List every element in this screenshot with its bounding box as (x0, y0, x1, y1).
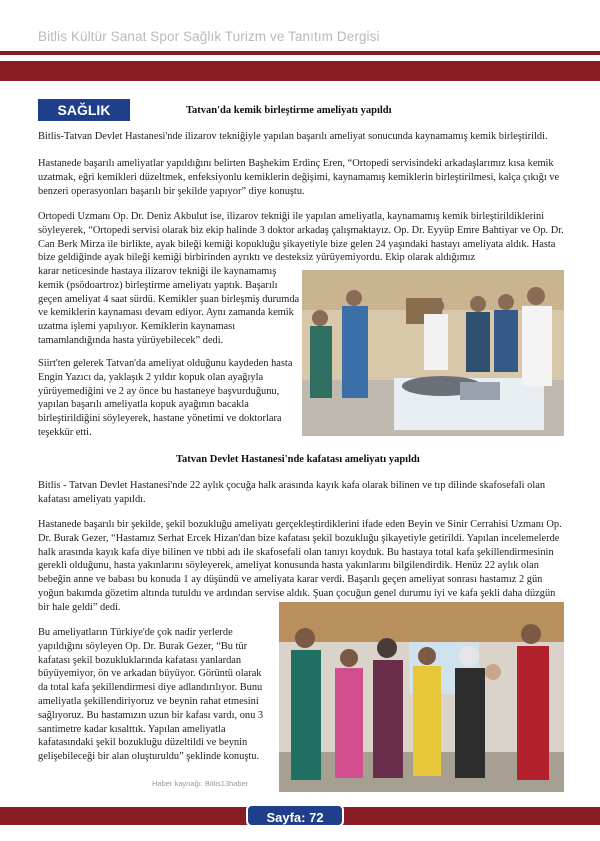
article2-paragraph-2: Hastanede başarılı bir şekilde, şekil bozukluğu ameliyatı gerçekleştirdiklerini ifade eden Beyin ve Sinir Cerrahisi Uzmanı Op. Dr. Burak Gezer, “Hastamız Serhat Ercek Hizan'dan bize kafatası şekil bozukluğu şikayetiyle getirildi. Yapılan incelemelerde halk arasında kayık kafa diye bilinen ve tıbbi adı ile skafosefali olan tanıyı koyduk. Bu hastaya total kafa şekillendirmesinin gerekli olduğunu, hasta yakınlarını söyleyerek, ameliyat konusunda hasta yakınlarını bilgilendirdik. Henüz 22 aylık olan bebeğin anne ve babası bu konuda 1 ay düşündü ve ameliyata karar verdi. Başarılı geçen ameliyat sonrası hastamız 2 gün yoğun bakımda gözetim altında tutuldu ve ardından servise aldık. Şuan çocuğun genel durumu iyi ve kafa şekli daha düzgün bir hale geldi” dedi. (38, 519, 562, 613)
magazine-title: Bitlis Kültür Sanat Spor Sağlık Turizm ve Tanıtım Dergisi (38, 29, 380, 44)
page-number-badge: Sayfa: 72 (246, 804, 344, 827)
news-source: Haber kaynağı: Bitlis13haber (152, 779, 249, 788)
article1-paragraph-2: Hastanede başarılı ameliyatlar yapıldığını belirten Başhekim Erdinç Eren, “Ortopedi servisindeki arkadaşlarımız kısa kemik uzatmak, eğri kemikleri düzeltmek, enfeksiyonlu kemiklerin değişimi, kaynamamış kemiklerin birleştirilmesi, kalça çıkığı ve benzeri operasyonları başarılı bir şekilde yapıyor” diye konuştu. (38, 158, 560, 197)
article2-paragraph-3: Bu ameliyatların Türkiye'de çok nadir yerlerde yapıldığını söyleyen Op. Dr. Burak Gezer, “Bu tür kafatası şekil bozukluklarında kafatası yanlardan büyüyemiyor, ön ve arkadan büyüyor. Görüntü olarak da total kafa şekillendirmesi diye adlandırılıyor. Bunu ameliyatla şekillendiriyoruz ve beynin rahat etmesini sağlıyoruz. Bu hastamızın uzun bir kafası vardı, onu 3 santimetre kadar kısalttık. Yapılan ameliyatla kafatasındaki şekil bozukluğu düzeltildi ve beynin gelişebileceği bir alan oluşturuldu” şeklinde konuştu. (38, 627, 264, 763)
section-label: SAĞLIK (38, 99, 130, 121)
article1-paragraph-3: Ortopedi Uzmanı Op. Dr. Deniz Akbulut ise, ilizarov tekniği ile yapılan ameliyatla, kaynamamış kemik birleştirildiklerini söyleyerek, “Ortopedi servisi olarak biz ekip halinde 3 doktor arkadaş çalışmaktayız. Op. Dr. Eyyüp Emre Bahtiyar ve Op. Dr. Can Berk Mirza ile birlikte, ayak bileği kemiği kopukluğu şikayetiyle bize gelen 24 yaşındaki hastayı ameliyata aldık. Hasta bize geldiğinde ayak bileği kemiği birbirinden ayrıktı ve desteksiz yürüyemiyordu. Ekip olarak aldığımız (38, 211, 564, 264)
header-band-thick (0, 61, 600, 81)
article2-paragraph-1: Bitlis - Tatvan Devlet Hastanesi'nde 22 aylık çocuğa halk arasında kayık kafa olarak bilinen ve tıp dilinde skafosefali olan kafatası ameliyatı yapıldı. (38, 480, 546, 505)
article1-paragraph-1: Bitlis-Tatvan Devlet Hastanesi'nde ilizarov tekniğiyle yapılan başarılı ameliyat sonucunda kaynamamış kemik birleştirildi. (38, 131, 548, 142)
article2-title: Tatvan Devlet Hastanesi'nde kafatası ameliyatı yapıldı (176, 454, 420, 465)
article1-paragraph-4: Siirt'ten gelerek Tatvan'da ameliyat olduğunu kaydeden hasta Engin Yazıcı da, yaklaşık 2 yıldır kopuk olan ayağıyla yürüyemediğini ve 2 ay önce bu hastaneye başvurduğunu, yapılan başarılı ameliyatla kopuk ayağının bacakla birleştirildiğini söyleyerek, hastane yönetimi ve doktorlara teşekkür etti. (38, 358, 293, 438)
article1-title: Tatvan'da kemik birleştirme ameliyatı yapıldı (186, 105, 392, 116)
article1-paragraph-3-continued: karar neticesinde hastaya ilizarov tekniği ile kaynamamış kemik (psödoartroz) birleştirme ameliyatı yaptık. Başarılı geçen ameliyat 4 saat sürdü. Kemikler şuan birleşmiş durumda ve kemiklerin kaynaması devam ediyor. Aynı zamanda kemik uzatma işlemi yapılıyor. Kemiklerin kaynaması tamamlandığında hasta yürüyebilecek” dedi. (38, 266, 300, 346)
surgery-team-photo (302, 270, 564, 436)
header-band-thin (0, 51, 600, 55)
craniosynostosis-team-photo (279, 602, 564, 792)
